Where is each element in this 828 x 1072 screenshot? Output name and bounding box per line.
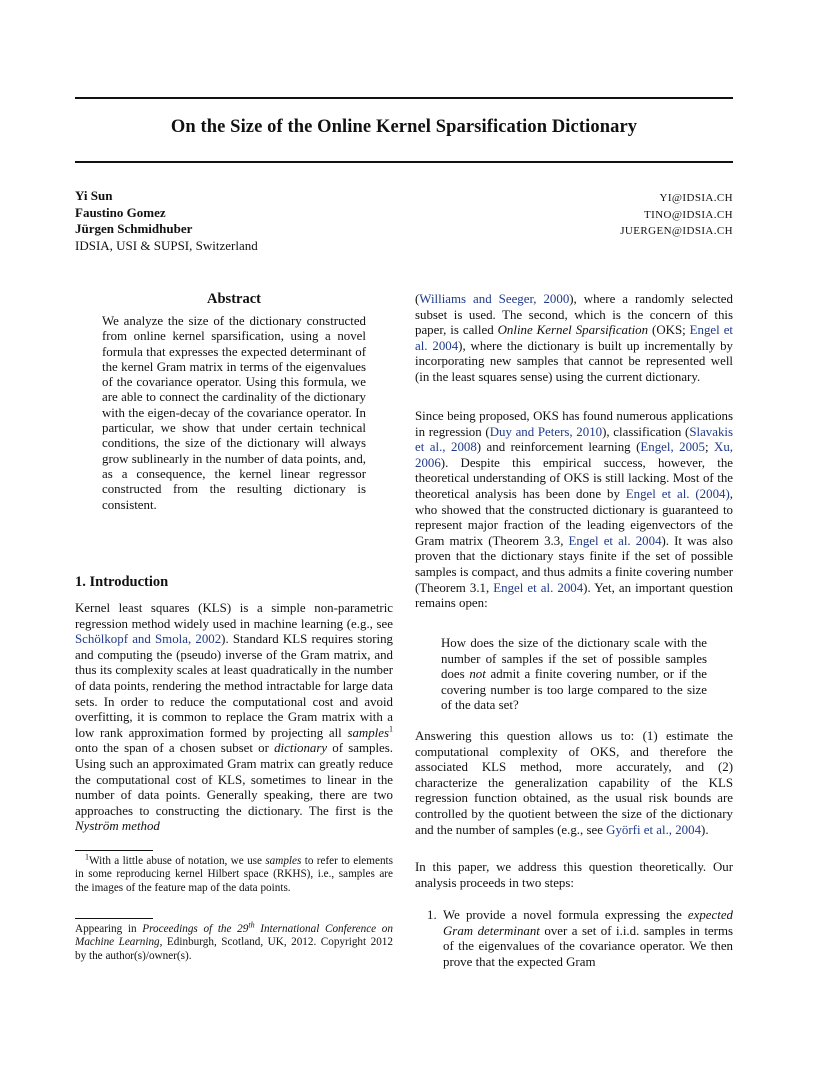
affiliation: IDSIA, USI & SUPSI, Switzerland (75, 237, 258, 253)
intro-paragraph: In this paper, we address this question theoretically. Our analysis proceeds in two steps: (415, 860, 733, 890)
citation-link[interactable]: Duy and Peters, 2010 (489, 424, 603, 439)
list-item: We provide a novel formula expressing the expected Gram determinant over a set of i.i.d. samples in terms of the eigenvalues of the covariance operator. We then prove that the expected Gram (443, 908, 733, 969)
author-block (75, 188, 258, 254)
author-email: JUERGEN@IDSIA.CH (620, 225, 733, 237)
paper-title: On the Size of the Online Kernel Sparsification Dictionary (170, 117, 638, 137)
footnote: $^1$With a little abuse of notation, we use samples to refer to elements in some reproducing kernel Hilbert space (RKHS), i.e., samples are the images of the feature map of the data points. (75, 852, 393, 894)
citation-link[interactable]: Engel et al. 2004 (415, 323, 734, 353)
intro-paragraph: Since being proposed, OKS has found numerous applications in regression (Duy and Peters, 2010), classification (Slavakis et al., 2008) and reinforcement learning (Engel, 2005; Xu, 2006). Despite this empirical success, however, the theoretical understanding of OKS is still lacking. Most of the theoretical analysis has been done by Engel et al. (2004), who showed that the constructed dictionary is guaranteed to represent major fraction of the leading eigenvectors of the Gram matrix (Theorem 3.3, Engel et al. 2004). It was also proven that the dictionary stays finite if the set of possible samples is compact, and thus admits a finite covering number (Theorem 3.1, Engel et al. 2004). Yet, an important question remains open: (415, 409, 734, 611)
author-email: TINO@IDSIA.CH (644, 208, 733, 221)
research-question-quote: How does the size of the dictionary scale with the number of samples if the set of possible samples does not admit a finite covering number, or if the covering number is too large compared to the size of the data set? (441, 636, 707, 713)
list-number: 1. (427, 908, 437, 922)
author-name: Faustino Gomez (75, 204, 166, 220)
footnote-rule (75, 850, 153, 851)
citation-link[interactable]: Williams and Seeger, 2000 (419, 292, 570, 306)
conference-rule (75, 918, 153, 919)
author-email: YI@IDSIA.CH (659, 192, 733, 204)
citation-link[interactable]: Schölkopf and Smola, 2002 (75, 632, 222, 647)
footnote-marker[interactable]: 1 (389, 724, 393, 734)
email-block (620, 190, 733, 240)
citation-link[interactable]: Slavakis et al., 2008 (415, 424, 733, 455)
title-bottom-rule (75, 161, 733, 163)
top-rule (75, 97, 733, 99)
author-name: Jürgen Schmidhuber (75, 221, 193, 236)
abstract-text: We analyze the size of the dictionary constructed from online kernel sparsification, using a novel formula that expresses the expected determinant of the kernel Gram matrix in terms of the eigenvalues of the covariance operator. Using this formula, we are able to connect the cardinality of the dictionary with the eigen-decay of the covariance operator. In particular, we show that under certain technical conditions, the size of the dictionary will always grow sublinearly in the number of data points, and, as a consequence, the kernel linear regressor constructed from the resulting dictionary is consistent. (102, 314, 366, 512)
citation-link[interactable]: Györfi et al., 2004 (606, 822, 702, 837)
abstract-heading: Abstract (207, 291, 261, 307)
author-name: Yi Sun (75, 188, 113, 203)
citation-link[interactable]: Engel, 2005 (640, 440, 705, 455)
intro-paragraph: Kernel least squares (KLS) is a simple non-parametric regression method widely used in machine learning (e.g., see Schölkopf and Smola, 2002). Standard KLS requires storing and computing the (pseudo) inverse of the Gram matrix, and thus its complexity scales at least quadratically in the number of data points, rendering the method intractable for large data sets. In order to reduce the computational cost and avoid overfitting, it is common to replace the Gram matrix with a low rank approximation formed by projecting all samples$^1$ onto the span of a chosen subset or dictionary of samples. Using such an approximated Gram matrix can greatly reduce the computational cost of KLS, sometimes to linear in the number of data points. Generally speaking, there are two approaches to constructing the dictionary. The first is the Nyström method (75, 601, 393, 834)
citation-link[interactable]: Engel et al. 2004 (568, 533, 662, 548)
intro-paragraph: Answering this question allows us to: (1) estimate the computational complexity of OKS, and therefore the associated KLS method, more accurately, and (2) characterize the generalization capability of the KLS regression function obtained, as the usual risk bounds are controlled by the quotient between the size of the dictionary and the number of samples (e.g., see Györfi et al., 2004). (415, 729, 733, 837)
intro-paragraph: (Williams and Seeger, 2000), where a randomly selected subset is used. The second, which is the concern of this paper, is called Online Kernel Sparsification (OKS; Engel et al. 2004), where the dictionary is built up incrementally by incorporating new samples that cannot be represented well (in the least squares sense) using the current dictionary. (415, 292, 734, 384)
contribution-list (415, 908, 733, 970)
citation-link[interactable]: Engel et al. (2004) (625, 486, 730, 501)
conference-note: Appearing in Proceedings of the 29th International Conference on Machine Learning, Edinburgh, Scotland, UK, 2012. Copyright 2012 by the author(s)/owner(s). (75, 920, 393, 962)
section-heading: 1. Introduction (75, 574, 169, 590)
citation-link[interactable]: Engel et al. 2004 (493, 580, 584, 595)
citation-link[interactable]: Xu, 2006 (415, 440, 733, 470)
